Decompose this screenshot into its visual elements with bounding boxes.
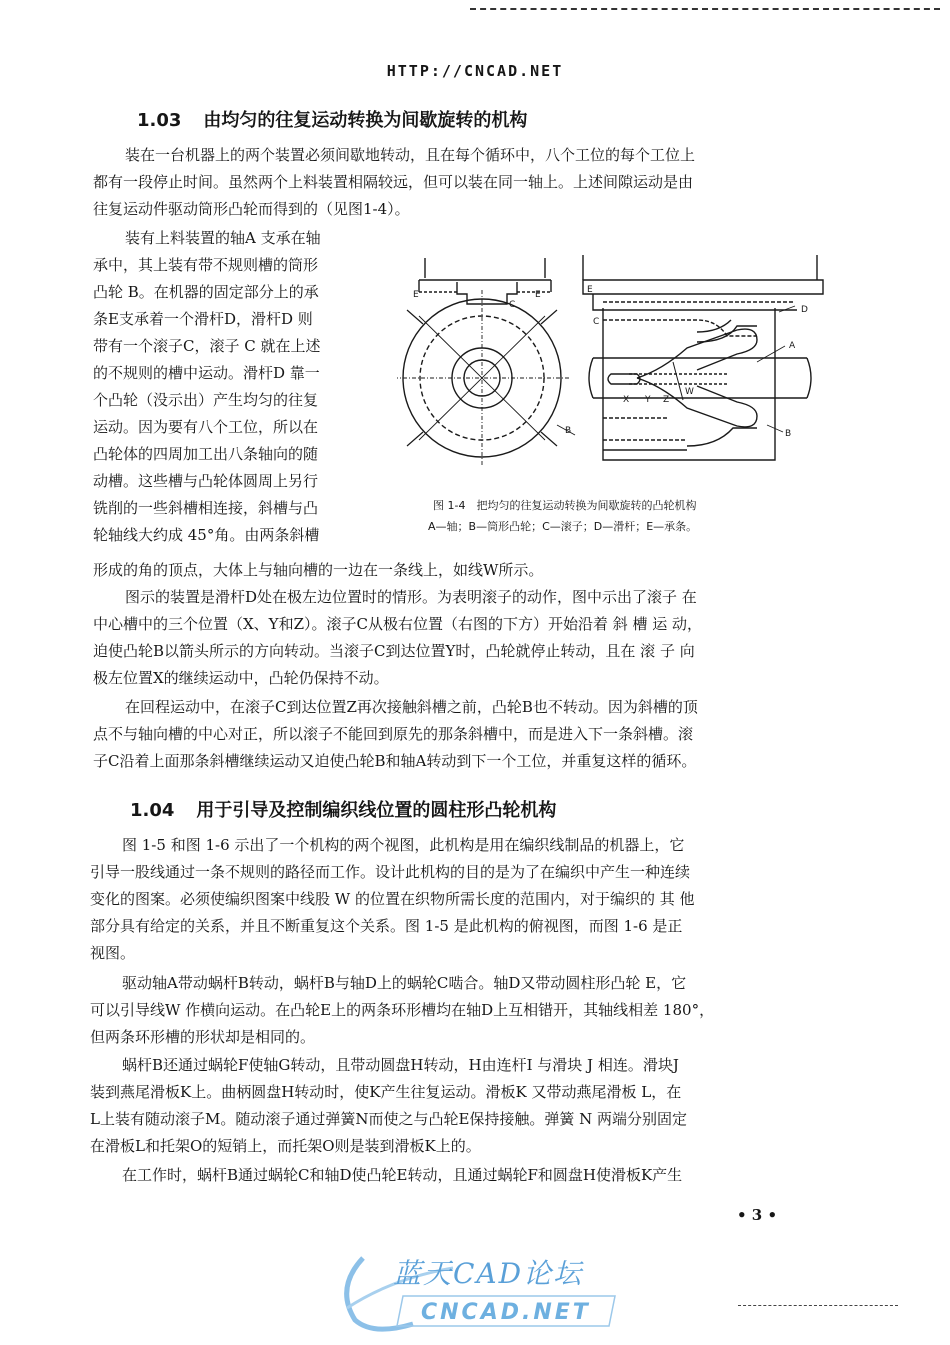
fig-label-B-left: B: [565, 426, 572, 436]
text-line: 装有上料装置的轴A 支承在轴: [125, 229, 321, 247]
paragraph-1: [93, 142, 828, 223]
paragraph-6: [90, 970, 828, 1051]
text-line: 动槽。这些槽与凸轮体圆周上另行: [93, 472, 319, 490]
section-1-03-heading: [137, 106, 527, 132]
text-line: 蜗杆B还通过蜗轮F使轴G转动，且带动圆盘H转动，H由连杆I 与滑块 J 相连。滑块J: [122, 1056, 679, 1074]
text-line: 可以引导线W 作横向运动。在凸轮E上的两条环形槽均在轴D上互相错开，其轴线相差 180°，: [90, 1001, 715, 1019]
text-line: 轮轴线大约成 45°角。由两条斜槽: [93, 526, 320, 544]
watermark-english-text: CNCAD.NET: [421, 1300, 591, 1325]
text-line: 图示的装置是滑杆D处在极左边位置时的情形。为表明滚子的动作，图中示出了滚子 在: [125, 588, 697, 606]
figure-caption-legend: A—轴；B—筒形凸轮；C—滚子；D—滑杆；E—承条。: [428, 520, 698, 533]
end-view: [397, 258, 575, 466]
text-line: 带有一个滚子C，滚子 C 就在上述: [93, 337, 321, 355]
text-line: 图 1-5 和图 1-6 示出了一个机构的两个视图，此机构是用在编织线制品的机器上，它: [122, 836, 685, 854]
text-line: 铣削的一些斜槽相连接，斜槽与凸: [93, 499, 319, 517]
text-line: 凸轮体的四周加工出八条轴向的随: [93, 445, 319, 463]
fig-label-W: W: [685, 387, 694, 397]
fig-label-D: D: [801, 305, 808, 315]
watermark-chinese-text: 蓝天CAD论坛: [393, 1257, 584, 1290]
fig-label-X: X: [623, 395, 630, 405]
text-line: 形成的角的顶点，大体上与轴向槽的一边在一条线上，如线W所示。: [93, 561, 544, 579]
paragraph-8: [90, 1162, 828, 1189]
text-line: 视图。: [90, 944, 136, 962]
text-line: 承中，其上装有带不规则槽的筒形: [93, 256, 319, 274]
fig-label-B-right: B: [785, 429, 792, 439]
fig-label-E-side: E: [587, 285, 593, 295]
text-line: 往复运动件驱动筒形凸轮而得到的（见图1-4）。: [93, 200, 410, 218]
text-line: 凸轮 B。在机器的固定部分上的承: [93, 283, 319, 301]
paragraph-4: [93, 694, 828, 775]
fig-label-Y: Y: [645, 395, 651, 405]
text-line: 个凸轮（没示出）产生均匀的往复: [93, 391, 319, 409]
fig-label-C-left: C: [509, 300, 516, 310]
text-line: 极左位置X的继续运动中，凸轮仍保持不动。: [93, 669, 389, 687]
text-line: 在工作时，蜗杆B通过蜗轮C和轴D使凸轮E转动，且通过蜗轮F和圆盘H使滑板K产生: [122, 1166, 683, 1184]
text-line: 引导一股线通过一条不规则的路径而工作。设计此机构的目的是为了在编织中产生一种连续: [90, 863, 691, 881]
site-watermark: [333, 1238, 623, 1338]
bottom-dashed-rule: [738, 1305, 898, 1306]
paragraph-3: [93, 584, 828, 692]
text-line: 装到燕尾滑板K上。曲柄圆盘H转动时，使K产生往复运动。滑板K 又带动燕尾滑板 L，在: [90, 1083, 682, 1101]
text-line: 都有一段停止时间。虽然两个上料装置相隔较远，但可以装在同一轴上。上述间隙运动是由: [93, 173, 694, 191]
paragraph-7: [90, 1052, 828, 1160]
text-line: 在滑板L和托架O的短销上，而托架O则是装到滑板K上的。: [90, 1137, 481, 1155]
fig-label-E-left: E: [413, 290, 419, 300]
page-header: HTTP://CNCAD.NET: [386, 62, 564, 80]
text-line: 的不规则的槽中运动。滑杆D 靠一: [93, 364, 320, 382]
fig-label-A: A: [789, 341, 796, 351]
top-dashed-rule: [470, 8, 940, 10]
figure-caption-title: 图 1-4 把均匀的往复运动转换为间歇旋转的凸轮机构: [433, 499, 697, 512]
text-line: 装在一台机器上的两个装置必须间歇地转动，且在每个循环中，八个工位的每个工位上: [125, 146, 696, 164]
text-line: L上装有随动滚子M。随动滚子通过弹簧N而使之与凸轮E保持接触。弹簧 N 两端分别固定: [90, 1110, 688, 1128]
section-1-04-heading: [130, 796, 556, 822]
text-line: 点不与轴向槽的中心对正，所以滚子不能回到原先的那条斜槽中，而是进入下一条斜槽。滚: [93, 725, 694, 743]
fig-label-Z: Z: [663, 395, 670, 405]
section-number: 1.04: [130, 800, 175, 821]
text-line: 条E支承着一个滑杆D，滑杆D 则: [93, 310, 313, 328]
paragraph-2: [93, 225, 383, 549]
page-number: • 3 •: [737, 1206, 778, 1224]
text-line: 驱动轴A带动蜗杆B转动，蜗杆B与轴D上的蜗轮C啮合。轴D又带动圆柱形凸轮 E，它: [122, 974, 687, 992]
text-line: 中心槽中的三个位置（X、Y和Z）。滚子C从极右位置（右图的下方）开始沿着 斜 槽 运 动，: [93, 615, 703, 633]
text-line: 变化的图案。必须使编织图案中线股 W 的位置在织物所需长度的范围内，对于编织的 其 他: [90, 890, 695, 908]
text-line: 在回程运动中，在滚子C到达位置Z再次接触斜槽之前，凸轮B也不转动。因为斜槽的顶: [125, 698, 698, 716]
paragraph-5: [90, 832, 828, 967]
fig-label-E-right: E: [535, 290, 541, 300]
text-line: 子C沿着上面那条斜槽继续运动又迫使凸轮B和轴A转动到下一个工位，并重复这样的循环。: [93, 752, 697, 770]
section-number: 1.03: [137, 110, 182, 131]
text-line: 迫使凸轮B以箭头所示的方向转动。当滚子C到达位置Y时，凸轮就停止转动，且在 滚 子 向: [93, 642, 695, 660]
section-title: 由均匀的往复运动转换为间歇旋转的机构: [203, 110, 528, 131]
text-line: 但两条环形槽的形状却是相同的。: [90, 1028, 316, 1046]
text-line: 运动。因为要有八个工位，所以在: [93, 418, 319, 436]
fig-label-C-right: C: [593, 317, 600, 327]
text-line: 部分具有给定的关系，并且不断重复这个关系。图 1-5 是此机构的俯视图，而图 1-6 是正: [90, 917, 683, 935]
section-title: 用于引导及控制编织线位置的圆柱形凸轮机构: [196, 800, 557, 821]
paragraph-2-continuation: [93, 557, 828, 584]
